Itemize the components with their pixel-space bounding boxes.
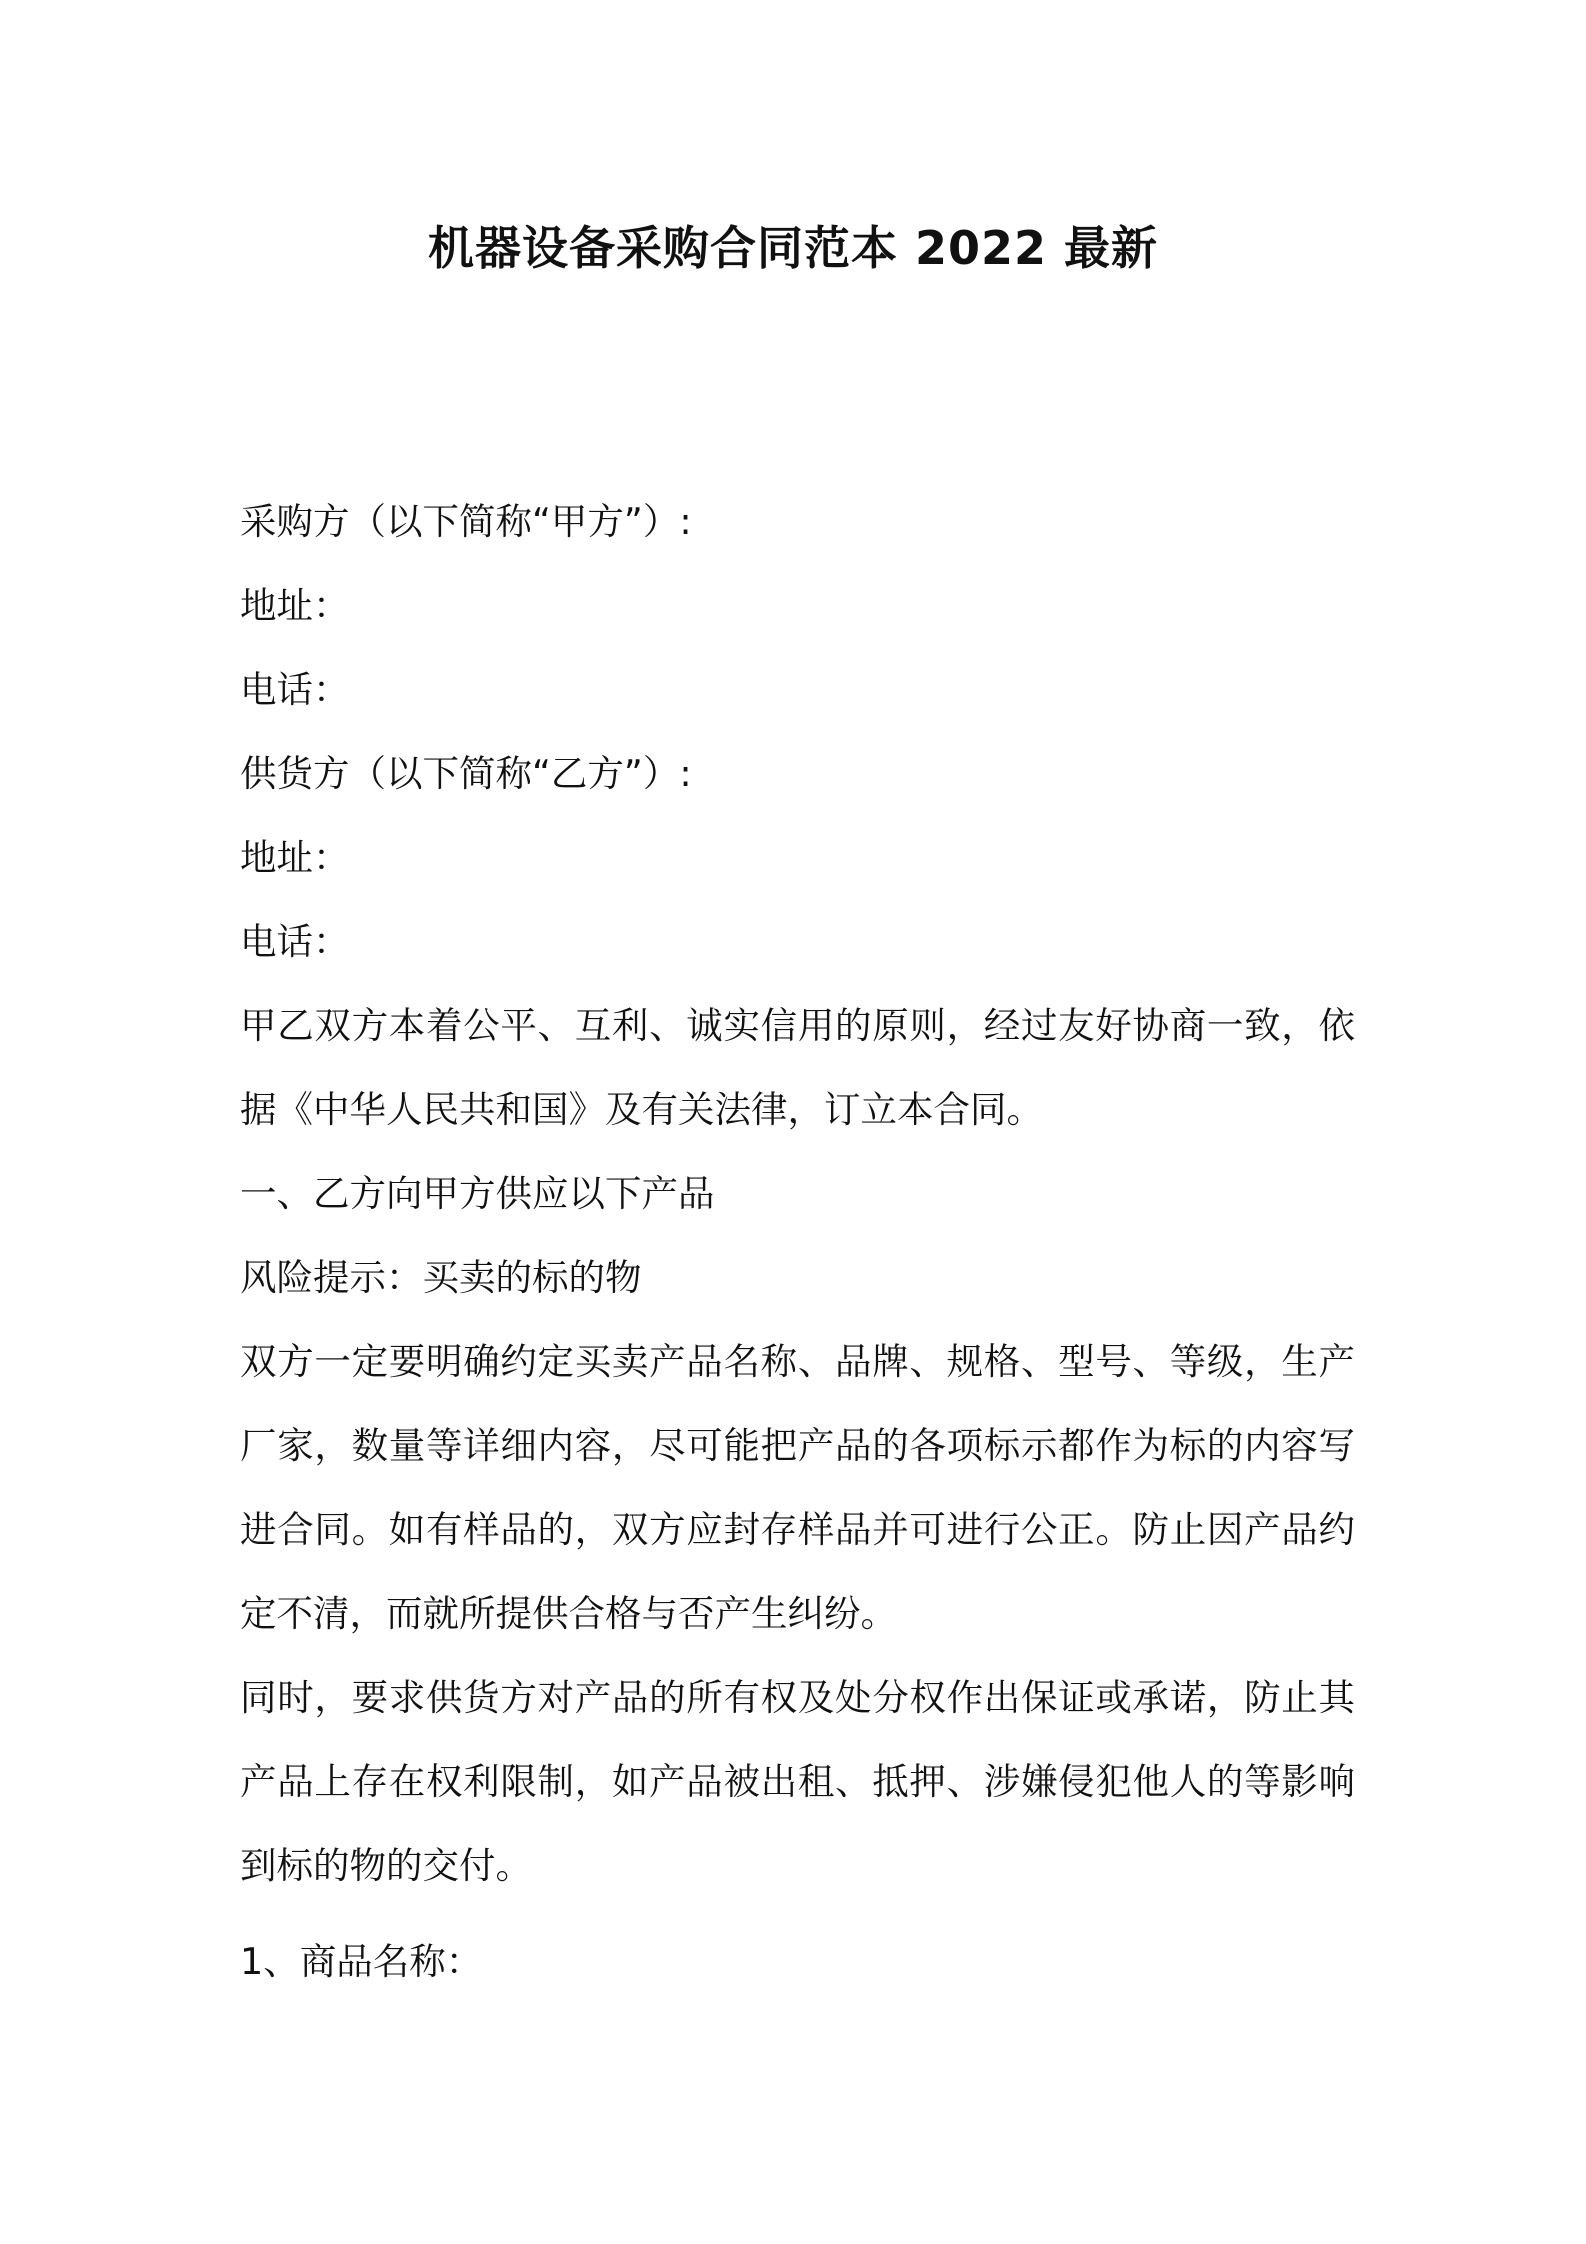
document-body bbox=[240, 480, 1355, 2004]
risk-tip: 风险提示：买卖的标的物 bbox=[240, 1256, 642, 1299]
section-heading: 一、乙方向甲方供应以下产品 bbox=[240, 1172, 715, 1215]
item-1-line: 1、商品名称： bbox=[240, 1940, 483, 1983]
buyer-line: 采购方（以下简称“甲方”）: bbox=[240, 500, 692, 543]
supplier-line: 供货方（以下简称“乙方”）: bbox=[240, 752, 692, 795]
supplier-phone-line: 电话： bbox=[240, 920, 350, 963]
agreement-paragraph: 甲乙双方本着公平、互利、诚实信用的原则，经过友好协商一致，依据《中华人民共和国》及有关法律，订立本合同。 bbox=[240, 1004, 1355, 1131]
risk-paragraph-2: 同时，要求供货方对产品的所有权及处分权作出保证或承诺，防止其产品上存在权利限制，如产品被出租、抵押、涉嫌侵犯他人的等影响到标的物的交付。 bbox=[240, 1676, 1355, 1887]
buyer-phone-line: 电话： bbox=[240, 668, 350, 711]
document-title: 机器设备采购合同范本 2022 最新 bbox=[427, 221, 1159, 275]
supplier-address-line: 地址： bbox=[240, 836, 350, 879]
risk-paragraph-1: 双方一定要明确约定买卖产品名称、品牌、规格、型号、等级，生产厂家，数量等详细内容，尽可能把产品的各项标示都作为标的内容写进合同。如有样品的，双方应封存样品并可进行公正。防止因产品约定不清，而就所提供合格与否产生纠纷。 bbox=[240, 1340, 1355, 1635]
buyer-address-line: 地址： bbox=[240, 584, 350, 627]
